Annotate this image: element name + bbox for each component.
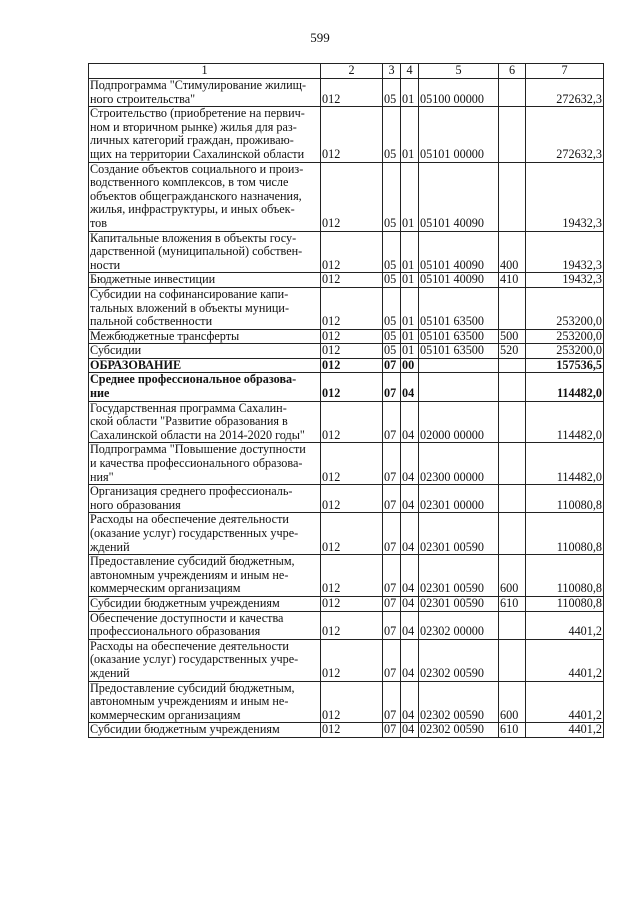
- row-name: [89, 611, 321, 639]
- row-amount: 110080,8: [526, 596, 604, 611]
- row-name-line: Подпрограмма "Повышение доступности: [90, 442, 306, 457]
- row-target-article: 02301 00590: [419, 513, 499, 555]
- row-target-article: 02302 00590: [419, 681, 499, 723]
- table-row: [89, 723, 604, 738]
- table-row: [89, 485, 604, 513]
- row-subsection-code: 04: [401, 555, 419, 597]
- row-name-line: Расходы на обеспечение деятельности: [90, 639, 289, 653]
- row-subsection-code: 01: [401, 329, 419, 344]
- column-header: 5: [419, 64, 499, 79]
- header-row: [89, 64, 604, 79]
- column-header: 4: [401, 64, 419, 79]
- column-header: 3: [383, 64, 401, 79]
- page-number: 599: [310, 30, 330, 45]
- row-name-line: Государственная программа Сахалин-: [90, 401, 287, 415]
- row-amount: 114482,0: [526, 443, 604, 485]
- table-row: [89, 344, 604, 359]
- table-row: [89, 231, 604, 273]
- table-row: [89, 555, 604, 597]
- row-name-line: Создание объектов социального и произ-: [90, 162, 304, 176]
- row-name: [89, 555, 321, 597]
- row-name-line: коммерческим организациям: [90, 581, 241, 596]
- row-ministry-code: 012: [321, 162, 383, 231]
- row-name: [89, 401, 321, 443]
- row-section-code: 05: [383, 162, 401, 231]
- row-section-code: 07: [383, 485, 401, 513]
- row-name: [89, 681, 321, 723]
- row-expense-type: 500: [499, 329, 526, 344]
- row-subsection-code: 01: [401, 79, 419, 107]
- row-name: [89, 273, 321, 288]
- row-amount: 114482,0: [526, 401, 604, 443]
- row-target-article: 02301 00590: [419, 596, 499, 611]
- row-subsection-code: 04: [401, 639, 419, 681]
- table-body: [89, 64, 604, 738]
- row-section-code: 07: [383, 401, 401, 443]
- row-ministry-code: 012: [321, 443, 383, 485]
- row-name: [89, 358, 321, 373]
- row-name-line: ного строительства": [90, 91, 196, 106]
- row-name-line: дарственной (муниципальной) собствен-: [90, 244, 303, 259]
- row-expense-type: 520: [499, 344, 526, 359]
- row-section-code: 05: [383, 79, 401, 107]
- row-target-article: 05100 00000: [419, 79, 499, 107]
- row-section-code: 05: [383, 231, 401, 273]
- row-section-code: 05: [383, 287, 401, 329]
- row-expense-type: [499, 485, 526, 513]
- row-section-code: 07: [383, 443, 401, 485]
- row-ministry-code: 012: [321, 513, 383, 555]
- row-expense-type: 610: [499, 596, 526, 611]
- row-target-article: 02302 00590: [419, 639, 499, 681]
- row-target-article: 05101 00000: [419, 107, 499, 162]
- row-target-article: 05101 40090: [419, 273, 499, 288]
- row-section-code: 07: [383, 596, 401, 611]
- row-name-line: Организация среднего профессиональ-: [90, 484, 293, 499]
- row-ministry-code: 012: [321, 231, 383, 273]
- row-expense-type: [499, 639, 526, 681]
- row-subsection-code: 04: [401, 401, 419, 443]
- row-section-code: 07: [383, 373, 401, 401]
- row-subsection-code: 01: [401, 107, 419, 162]
- row-name-line: Предоставление субсидий бюджетным,: [90, 681, 295, 695]
- row-subsection-code: 04: [401, 681, 419, 723]
- row-name-line: Субсидии бюджетным учреждениям: [90, 722, 280, 737]
- row-name-line: ного образования: [90, 497, 181, 512]
- row-section-code: 05: [383, 107, 401, 162]
- row-ministry-code: 012: [321, 681, 383, 723]
- row-name-line: личных категорий граждан, проживаю-: [90, 133, 294, 148]
- row-subsection-code: 00: [401, 358, 419, 373]
- row-name-line: Строительство (приобретение на первич-: [90, 106, 305, 121]
- row-expense-type: [499, 358, 526, 373]
- row-target-article: 02301 00590: [419, 555, 499, 597]
- row-name: [89, 287, 321, 329]
- row-target-article: [419, 373, 499, 401]
- table-row: [89, 79, 604, 107]
- row-name-line: Капитальные вложения в объекты госу-: [90, 231, 297, 245]
- row-amount: 4401,2: [526, 639, 604, 681]
- row-amount: 110080,8: [526, 485, 604, 513]
- row-name: [89, 723, 321, 738]
- row-amount: 19432,3: [526, 273, 604, 288]
- row-section-code: 07: [383, 513, 401, 555]
- row-name: [89, 443, 321, 485]
- row-name-line: ждений: [90, 665, 130, 680]
- row-target-article: 05101 63500: [419, 287, 499, 329]
- row-ministry-code: 012: [321, 596, 383, 611]
- row-name: [89, 344, 321, 359]
- row-name-line: ности: [90, 257, 121, 272]
- row-ministry-code: 012: [321, 107, 383, 162]
- row-section-code: 07: [383, 723, 401, 738]
- row-section-code: 05: [383, 344, 401, 359]
- row-amount: 110080,8: [526, 513, 604, 555]
- row-name-line: Бюджетные инвестиции: [90, 272, 216, 287]
- row-name: [89, 373, 321, 401]
- row-ministry-code: 012: [321, 611, 383, 639]
- row-target-article: 05101 40090: [419, 231, 499, 273]
- row-name-line: тов: [90, 215, 108, 230]
- row-expense-type: 400: [499, 231, 526, 273]
- table-row: [89, 107, 604, 162]
- row-name-line: тальных вложений в объекты муници-: [90, 300, 290, 315]
- row-amount: 19432,3: [526, 231, 604, 273]
- row-name: [89, 231, 321, 273]
- row-name-line: Обеспечение доступности и качества: [90, 611, 284, 625]
- row-subsection-code: 01: [401, 231, 419, 273]
- row-subsection-code: 01: [401, 162, 419, 231]
- table-row: [89, 401, 604, 443]
- row-name-line: ние: [90, 386, 110, 401]
- row-name-line: Субсидии бюджетным учреждениям: [90, 596, 280, 610]
- row-name-line: (оказание услуг) государственных учре-: [90, 652, 299, 667]
- row-name-line: Подпрограмма "Стимулирование жилищ-: [90, 78, 307, 92]
- row-subsection-code: 04: [401, 723, 419, 738]
- row-expense-type: [499, 162, 526, 231]
- row-section-code: 05: [383, 273, 401, 288]
- table-row: [89, 358, 604, 373]
- row-expense-type: [499, 79, 526, 107]
- row-name-line: водственного комплексов, в том числе: [90, 175, 289, 190]
- row-ministry-code: 012: [321, 639, 383, 681]
- row-target-article: 05101 63500: [419, 344, 499, 359]
- row-name-line: ской области "Развитие образования в: [90, 414, 288, 429]
- row-name-line: Межбюджетные трансферты: [90, 329, 240, 343]
- row-subsection-code: 01: [401, 287, 419, 329]
- row-expense-type: [499, 513, 526, 555]
- row-amount: 253200,0: [526, 329, 604, 344]
- row-section-code: 07: [383, 555, 401, 597]
- row-target-article: 02301 00000: [419, 485, 499, 513]
- table-row: [89, 596, 604, 611]
- row-name: [89, 596, 321, 611]
- row-expense-type: [499, 443, 526, 485]
- row-subsection-code: 04: [401, 443, 419, 485]
- row-name-line: Расходы на обеспечение деятельности: [90, 512, 289, 527]
- row-subsection-code: 01: [401, 273, 419, 288]
- row-subsection-code: 04: [401, 513, 419, 555]
- row-ministry-code: 012: [321, 358, 383, 373]
- row-section-code: 07: [383, 639, 401, 681]
- row-expense-type: 600: [499, 681, 526, 723]
- row-name-line: ния": [90, 469, 114, 484]
- row-name-line: Субсидии: [90, 343, 142, 358]
- row-target-article: 02302 00590: [419, 723, 499, 738]
- row-name-line: жилья, инфраструктуры, и иных объек-: [90, 202, 295, 217]
- row-subsection-code: 04: [401, 373, 419, 401]
- row-name-line: (оказание услуг) государственных учре-: [90, 526, 299, 540]
- row-name-line: ном и вторичном рынке) жилья для раз-: [90, 119, 297, 134]
- row-ministry-code: 012: [321, 329, 383, 344]
- row-name-line: профессионального образования: [90, 624, 261, 639]
- row-subsection-code: 04: [401, 485, 419, 513]
- row-name: [89, 639, 321, 681]
- row-target-article: 02300 00000: [419, 443, 499, 485]
- column-header: 7: [526, 64, 604, 79]
- table-row: [89, 681, 604, 723]
- row-name: [89, 329, 321, 344]
- row-amount: 114482,0: [526, 373, 604, 401]
- row-ministry-code: 012: [321, 287, 383, 329]
- column-header: 6: [499, 64, 526, 79]
- row-expense-type: 610: [499, 723, 526, 738]
- table-row: [89, 639, 604, 681]
- row-name-line: коммерческим организациям: [90, 707, 241, 722]
- row-expense-type: [499, 287, 526, 329]
- row-name: [89, 485, 321, 513]
- row-expense-type: 410: [499, 273, 526, 288]
- row-ministry-code: 012: [321, 373, 383, 401]
- row-target-article: 05101 63500: [419, 329, 499, 344]
- table-row: [89, 611, 604, 639]
- row-subsection-code: 01: [401, 344, 419, 359]
- row-name-line: автономным учреждениям и иным не-: [90, 694, 289, 709]
- table-row: [89, 162, 604, 231]
- row-target-article: 02000 00000: [419, 401, 499, 443]
- row-name: [89, 79, 321, 107]
- table-row: [89, 273, 604, 288]
- row-subsection-code: 04: [401, 596, 419, 611]
- row-section-code: 05: [383, 329, 401, 344]
- row-ministry-code: 012: [321, 273, 383, 288]
- row-ministry-code: 012: [321, 344, 383, 359]
- row-section-code: 07: [383, 611, 401, 639]
- row-amount: 157536,5: [526, 358, 604, 373]
- row-name-line: автономным учреждениям и иным не-: [90, 567, 289, 582]
- row-section-code: 07: [383, 358, 401, 373]
- row-subsection-code: 04: [401, 611, 419, 639]
- table-row: [89, 373, 604, 401]
- row-expense-type: [499, 401, 526, 443]
- row-name-line: ждений: [90, 539, 130, 554]
- row-section-code: 07: [383, 681, 401, 723]
- row-amount: 110080,8: [526, 555, 604, 597]
- row-amount: 4401,2: [526, 611, 604, 639]
- table-row: [89, 513, 604, 555]
- row-amount: 253200,0: [526, 287, 604, 329]
- row-amount: 272632,3: [526, 79, 604, 107]
- row-ministry-code: 012: [321, 401, 383, 443]
- row-amount: 272632,3: [526, 107, 604, 162]
- row-name-line: Субсидии на софинансирование капи-: [90, 287, 289, 301]
- row-name-line: Среднее профессиональное образова-: [90, 372, 297, 387]
- row-ministry-code: 012: [321, 485, 383, 513]
- row-name-line: Сахалинской области на 2014-2020 годы": [90, 427, 305, 442]
- row-name: [89, 162, 321, 231]
- row-name-line: Предоставление субсидий бюджетным,: [90, 554, 295, 569]
- column-header: 2: [321, 64, 383, 79]
- row-name-line: объектов общегражданского назначения,: [90, 188, 302, 203]
- row-expense-type: [499, 107, 526, 162]
- row-expense-type: [499, 611, 526, 639]
- table-row: [89, 443, 604, 485]
- row-name-line: пальной собственности: [90, 314, 213, 329]
- row-name-line: щих на территории Сахалинской области: [90, 146, 305, 161]
- row-amount: 4401,2: [526, 723, 604, 738]
- row-ministry-code: 012: [321, 79, 383, 107]
- row-amount: 19432,3: [526, 162, 604, 231]
- row-target-article: 02302 00000: [419, 611, 499, 639]
- row-amount: 253200,0: [526, 344, 604, 359]
- row-name: [89, 513, 321, 555]
- row-target-article: [419, 358, 499, 373]
- row-name-line: ОБРАЗОВАНИЕ: [90, 358, 182, 372]
- row-ministry-code: 012: [321, 723, 383, 738]
- row-target-article: 05101 40090: [419, 162, 499, 231]
- row-ministry-code: 012: [321, 555, 383, 597]
- row-name-line: и качества профессионального образова-: [90, 456, 303, 471]
- column-header: 1: [89, 64, 321, 79]
- row-name: [89, 107, 321, 162]
- budget-table: [88, 63, 604, 738]
- table-row: [89, 287, 604, 329]
- row-expense-type: 600: [499, 555, 526, 597]
- row-expense-type: [499, 373, 526, 401]
- row-amount: 4401,2: [526, 681, 604, 723]
- table-row: [89, 329, 604, 344]
